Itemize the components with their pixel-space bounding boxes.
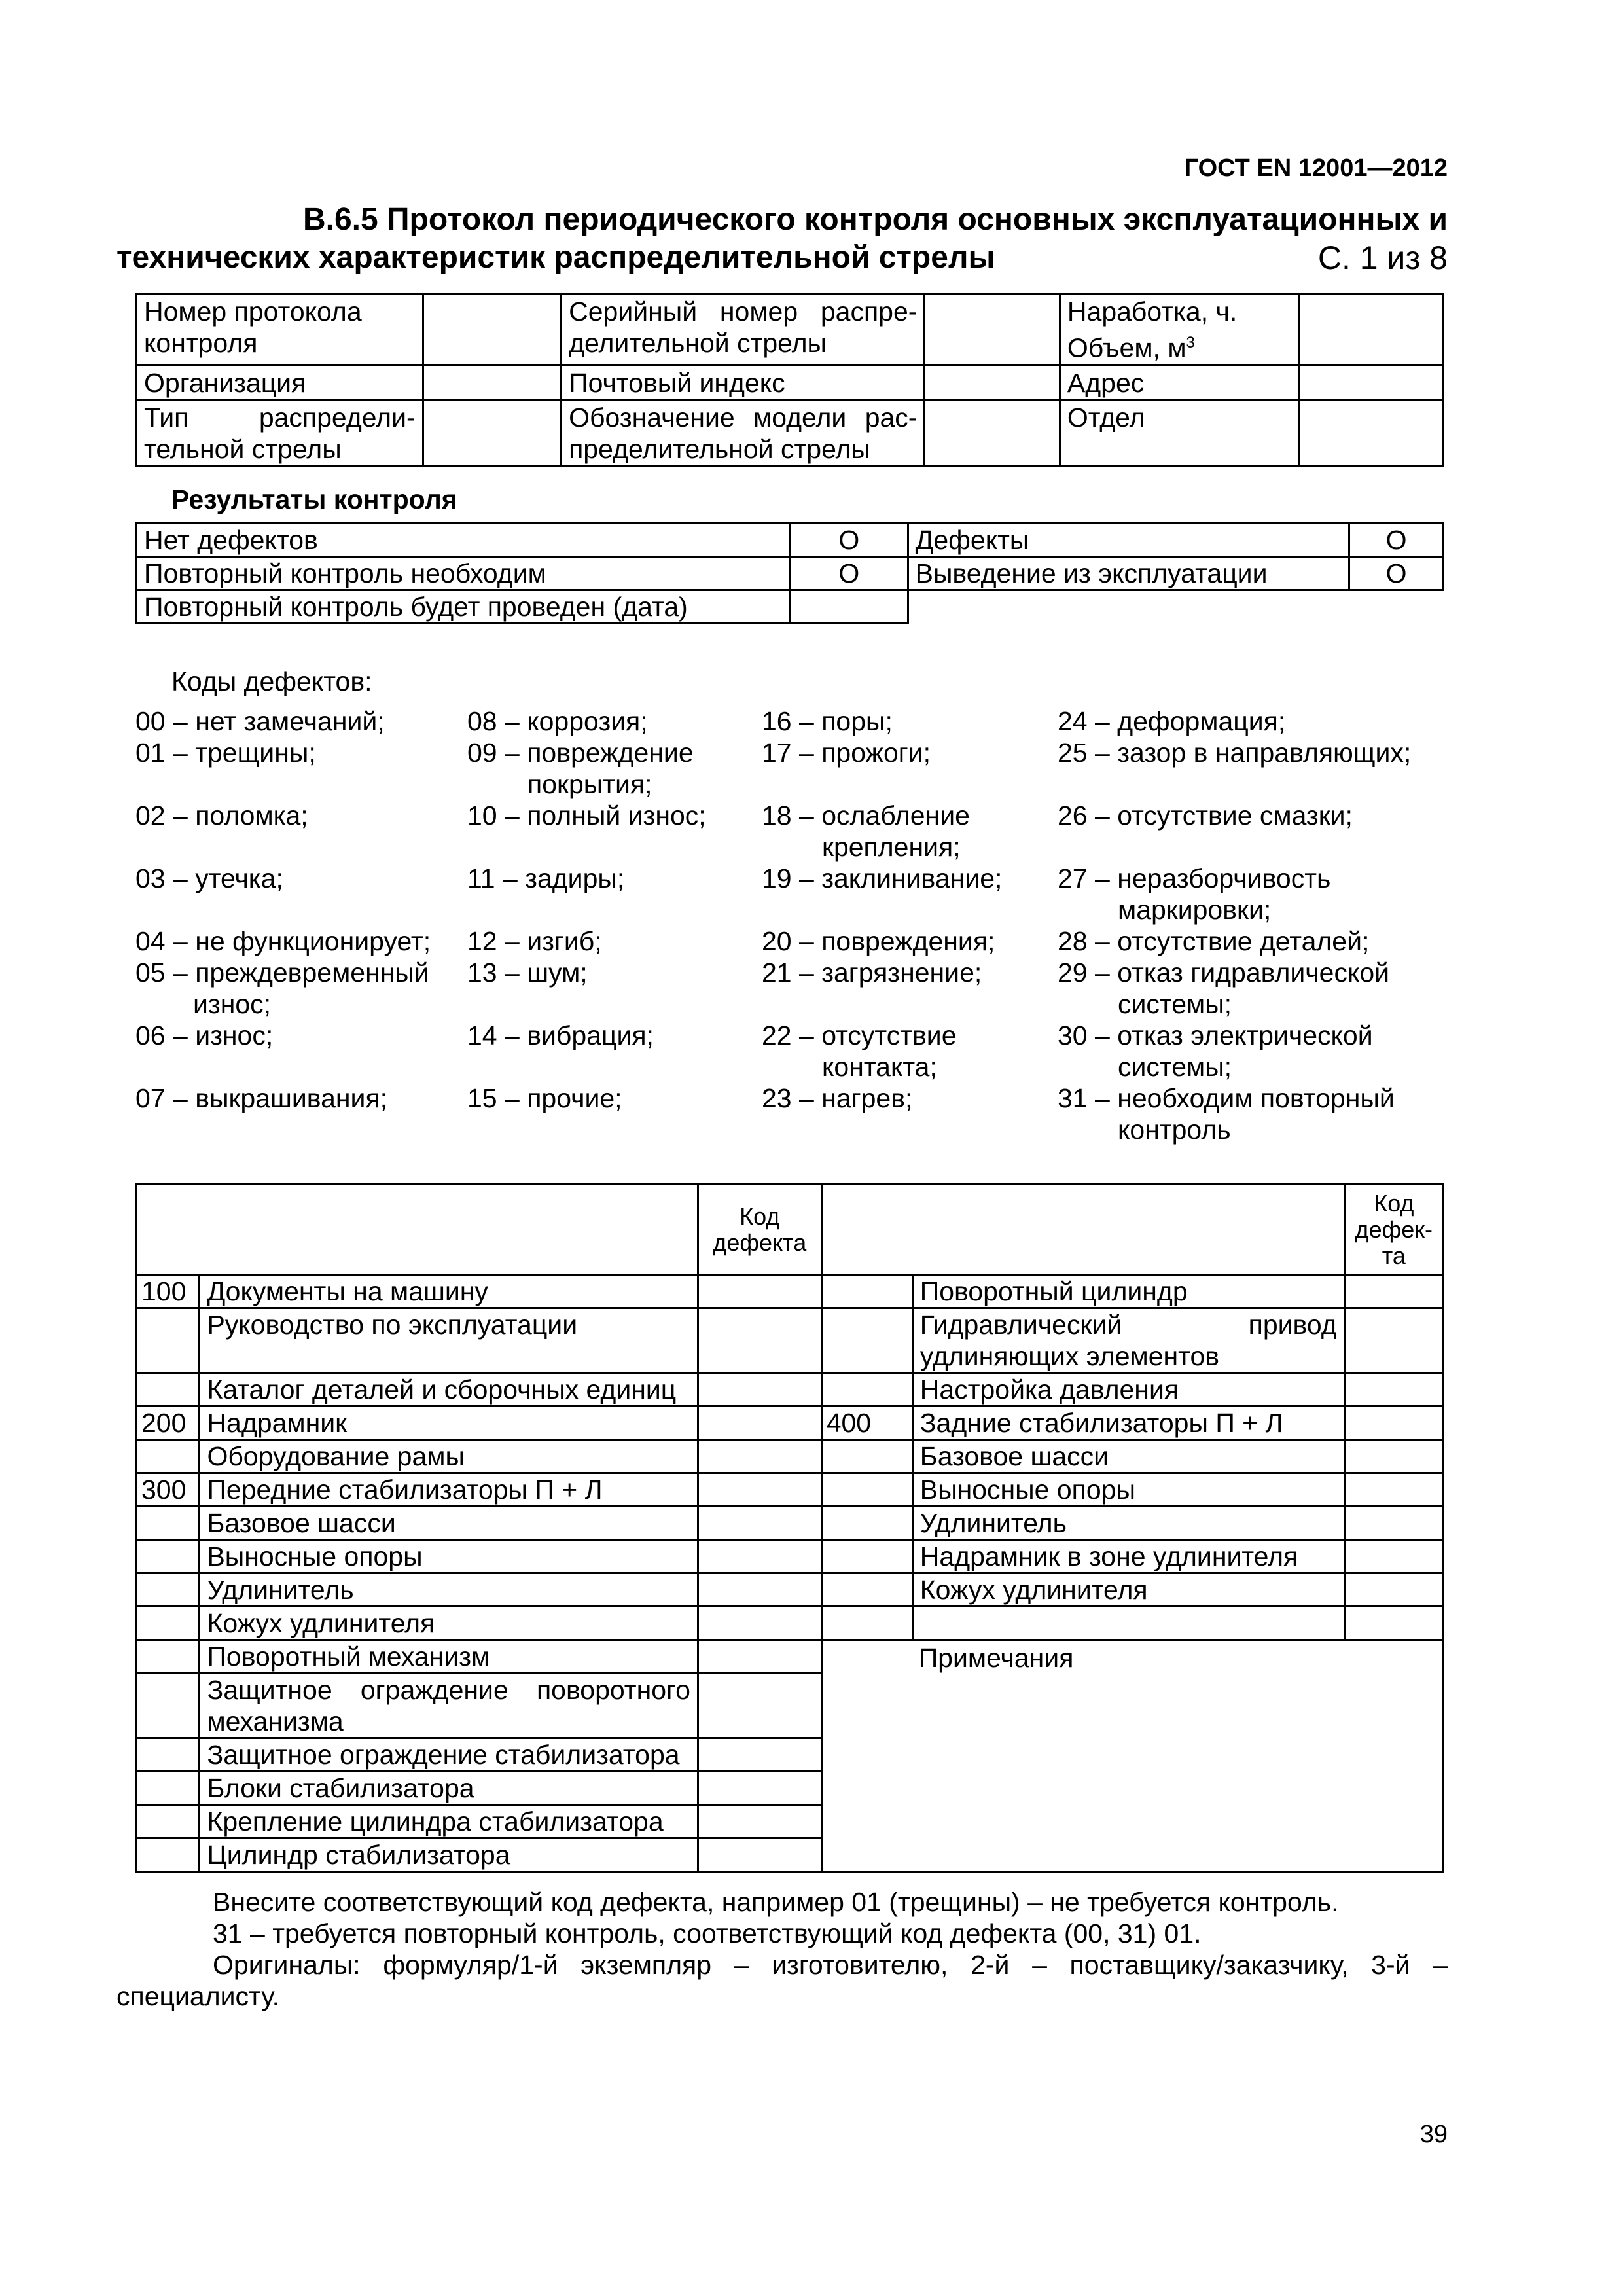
inspection-table [135, 1183, 1444, 1873]
defect-code-item [762, 800, 970, 863]
address-field[interactable] [1299, 365, 1443, 399]
empty-cell [908, 590, 1349, 624]
defect-code-text: 24 – деформация; [1058, 706, 1286, 736]
right-row-number [821, 1373, 912, 1407]
left-row-label: Передние стабилизаторы П + Л [200, 1473, 698, 1507]
model-designation-field[interactable] [925, 399, 1060, 465]
recheck-date-field[interactable] [791, 590, 908, 624]
defect-codes-heading: Коды дефектов: [171, 666, 372, 696]
left-row-number [137, 1607, 200, 1640]
defect-code-item [135, 1083, 387, 1114]
right-defect-code-field[interactable] [1344, 1373, 1443, 1407]
left-row-label: Поворотный механизм [200, 1640, 698, 1674]
right-row-number [821, 1440, 912, 1473]
left-row-label: Цилиндр стабилизатора [200, 1839, 698, 1872]
right-row-number [821, 1473, 912, 1507]
page-of-indicator: С. 1 из 8 [1317, 240, 1448, 276]
serial-number-line1: Серийный номер распре- [569, 296, 918, 327]
defect-code-item [762, 863, 1002, 894]
model-designation-line2: пределительной стрелы [569, 433, 870, 464]
left-row-label: Защитное ограждение поворотного механизма [200, 1674, 698, 1738]
left-defect-code-field[interactable] [698, 1772, 821, 1805]
defect-code-continuation: контроль [1118, 1115, 1231, 1145]
address-label: Адрес [1060, 365, 1299, 399]
footnote-2: 31 – требуется повторный контроль, соответствующий код дефекта (00, 31) 01. [213, 1918, 1202, 1948]
results-table [135, 522, 1444, 624]
left-defect-code-field[interactable] [698, 1473, 821, 1507]
defect-code-text: 26 – отсутствие смазки; [1058, 800, 1353, 831]
defect-code-text: 19 – заклинивание; [762, 863, 1003, 893]
serial-number-label [562, 294, 925, 365]
right-row-label: Базовое шасси [912, 1440, 1344, 1473]
protocol-number-line2: контроля [144, 328, 258, 358]
right-defect-code-field[interactable] [1344, 1308, 1443, 1373]
left-row-number: 200 [137, 1407, 200, 1440]
defect-code-continuation: износ; [193, 989, 272, 1019]
defect-code-text: 27 – неразборчивость [1058, 863, 1331, 893]
boom-type-line1 [144, 402, 416, 433]
left-row-number [137, 1772, 200, 1805]
right-row-number [821, 1573, 912, 1607]
department-field[interactable] [1299, 399, 1443, 465]
left-defect-code-field[interactable] [698, 1640, 821, 1674]
protocol-number-line1: Номер протокола [144, 296, 362, 327]
left-defect-code-field[interactable] [698, 1540, 821, 1573]
no-defects-label: Нет дефектов [137, 524, 791, 557]
defect-code-text: 20 – повреждения; [762, 926, 995, 956]
notes-field[interactable] [821, 1640, 1443, 1872]
defect-code-continuation: покрытия; [527, 769, 652, 799]
results-heading: Результаты контроля [171, 484, 457, 514]
page-number: 39 [1419, 2121, 1448, 2148]
defect-code-text: 01 – трещины; [135, 738, 316, 768]
operating-hours-label: Наработка, ч. [1067, 296, 1238, 327]
defect-code-text: 25 – зазор в направляющих; [1058, 738, 1412, 768]
no-defects-checkbox[interactable]: O [791, 524, 908, 557]
recheck-needed-label: Повторный контроль необходим [137, 557, 791, 590]
defect-code-item [467, 800, 706, 831]
defect-code-text: 06 – износ; [135, 1020, 274, 1050]
left-row-number [137, 1805, 200, 1839]
left-row-number [137, 1308, 200, 1373]
serial-number-field[interactable] [925, 294, 1060, 365]
right-row-number: 400 [821, 1407, 912, 1440]
decommission-checkbox[interactable]: O [1349, 557, 1444, 590]
left-row-number [137, 1507, 200, 1540]
defect-code-item [135, 863, 283, 894]
left-defect-code-field[interactable] [698, 1607, 821, 1640]
right-row-number [821, 1275, 912, 1308]
defect-code-item [762, 706, 893, 737]
left-row-label: Крепление цилиндра стабилизатора [200, 1805, 698, 1839]
left-row-label: Удлинитель [200, 1573, 698, 1607]
code-header-line: Код [1374, 1189, 1414, 1217]
right-defect-code-field[interactable] [1344, 1275, 1443, 1308]
defect-code-text: 12 – изгиб; [467, 926, 602, 956]
defect-code-item [762, 737, 931, 768]
defect-code-text: 09 – повреждение [467, 738, 694, 768]
defect-code-text: 18 – ослабление [762, 800, 970, 831]
title-line-1: В.6.5 Протокол периодического контроля основных эксплуатационных и [302, 202, 1448, 237]
defect-code-item [467, 925, 602, 957]
defect-code-text: 30 – отказ электрической [1058, 1020, 1373, 1050]
defect-code-text: 04 – не функционирует; [135, 926, 431, 956]
right-defect-code-field[interactable] [1344, 1540, 1443, 1573]
left-defect-code-field[interactable] [698, 1507, 821, 1540]
right-row-label: Настройка давления [912, 1373, 1344, 1407]
defect-code-item [762, 925, 995, 957]
footnote-1: Внесите соответствующий код дефекта, например 01 (трещины) – не требуется контроль. [213, 1887, 1339, 1917]
right-defect-code-field[interactable] [1344, 1473, 1443, 1507]
left-row-label: Базовое шасси [200, 1507, 698, 1540]
defect-code-item [467, 1083, 622, 1114]
defect-code-text: 14 – вибрация; [467, 1020, 654, 1050]
defect-code-text: 10 – полный износ; [467, 800, 706, 831]
left-row-label: Руководство по эксплуатации [200, 1308, 698, 1373]
left-row-label: Оборудование рамы [200, 1440, 698, 1473]
model-designation-line1: Обозначение модели рас- [569, 402, 918, 433]
boom-type-word2: распредели- [259, 402, 416, 433]
right-row-label: Надрамник в зоне удлинителя [912, 1540, 1344, 1573]
defect-code-item [1058, 957, 1389, 1020]
empty-cell [1349, 590, 1444, 624]
volume-text: Объем, м [1067, 332, 1186, 363]
boom-type-field[interactable] [423, 399, 561, 465]
right-row-number [821, 1507, 912, 1540]
code-header-line: дефекта [713, 1229, 807, 1256]
left-row-number [137, 1440, 200, 1473]
right-row-label: Кожух удлинителя [912, 1573, 1344, 1607]
right-defect-code-field[interactable] [1344, 1507, 1443, 1540]
defect-code-item [1058, 1020, 1373, 1083]
recheck-date-label: Повторный контроль будет проведен (дата) [137, 590, 791, 624]
left-row-number [137, 1674, 200, 1738]
left-row-number [137, 1373, 200, 1407]
recheck-needed-checkbox[interactable]: O [791, 557, 908, 590]
footnote-3: Оригиналы: формуляр/1-й экземпляр – изготовителю, 2-й – поставщику/заказчику, 3-й – специалисту. [116, 1950, 1448, 2011]
defect-code-item [1058, 925, 1369, 957]
title-line-2: технических характеристик распределительной стрелы [116, 240, 995, 275]
defect-code-text: 13 – шум; [467, 958, 588, 988]
defect-code-continuation: крепления; [822, 832, 961, 862]
defect-code-item [1058, 1083, 1395, 1145]
organization-label: Организация [137, 365, 423, 399]
left-row-number: 100 [137, 1275, 200, 1308]
defect-code-item [467, 957, 588, 988]
defect-code-continuation: системы; [1118, 989, 1232, 1019]
defect-code-text: 05 – преждевременный [135, 958, 429, 988]
left-code-header [698, 1185, 821, 1275]
organization-field[interactable] [423, 365, 561, 399]
left-row-number [137, 1738, 200, 1772]
code-header-line: та [1382, 1242, 1406, 1269]
serial-number-line2: делительной стрелы [569, 328, 827, 358]
left-defect-code-field[interactable] [698, 1674, 821, 1738]
defect-code-text: 31 – необходим повторный [1058, 1083, 1395, 1113]
defect-code-item [467, 1020, 654, 1051]
defect-code-item [135, 706, 385, 737]
left-row-number [137, 1839, 200, 1872]
left-row-label: Кожух удлинителя [200, 1607, 698, 1640]
defect-code-item [135, 800, 308, 831]
footnotes [116, 1886, 1448, 2012]
left-defect-code-field[interactable] [698, 1440, 821, 1473]
defect-code-item [762, 957, 982, 988]
defect-code-text: 23 – нагрев; [762, 1083, 913, 1113]
postal-code-label: Почтовый индекс [562, 365, 925, 399]
defect-code-text: 22 – отсутствие [762, 1020, 957, 1050]
defect-code-item [1058, 706, 1285, 737]
postal-code-field[interactable] [925, 365, 1060, 399]
right-defect-code-field[interactable] [1344, 1607, 1443, 1640]
defect-code-text: 17 – прожоги; [762, 738, 931, 768]
defect-code-item [1058, 737, 1411, 768]
right-defect-code-field[interactable] [1344, 1440, 1443, 1473]
boom-type-line2: тельной стрелы [144, 433, 342, 464]
defects-label: Дефекты [908, 524, 1349, 557]
left-defect-code-field[interactable] [698, 1275, 821, 1308]
left-defect-code-field[interactable] [698, 1738, 821, 1772]
protocol-number-label [137, 294, 423, 365]
notes-label: Примечания [918, 1643, 1074, 1673]
defect-code-text: 00 – нет замечаний; [135, 706, 385, 736]
left-row-label: Выносные опоры [200, 1540, 698, 1573]
defect-code-item [762, 1083, 912, 1114]
defect-code-continuation: контакта; [822, 1052, 937, 1082]
defect-code-item [1058, 800, 1353, 831]
defect-code-text: 07 – выкрашивания; [135, 1083, 388, 1113]
right-header-blank [821, 1185, 1344, 1275]
right-code-header [1344, 1185, 1443, 1275]
right-row-label [912, 1607, 1344, 1640]
defect-code-text: 29 – отказ гидравлической [1058, 958, 1390, 988]
form-title [116, 201, 1448, 277]
department-label: Отдел [1060, 399, 1299, 465]
protocol-number-field[interactable] [423, 294, 561, 365]
defect-code-item [135, 1020, 273, 1051]
defect-code-item [135, 737, 316, 768]
defect-code-item [1058, 863, 1330, 925]
left-defect-code-field[interactable] [698, 1573, 821, 1607]
left-defect-code-field[interactable] [698, 1839, 821, 1872]
right-defect-code-field[interactable] [1344, 1407, 1443, 1440]
operating-volume-label [1060, 294, 1299, 365]
defect-code-text: 16 – поры; [762, 706, 893, 736]
code-header-line: дефек- [1355, 1215, 1433, 1243]
right-row-number [821, 1308, 912, 1373]
decommission-label: Выведение из эксплуатации [908, 557, 1349, 590]
right-row-number [821, 1607, 912, 1640]
left-defect-code-field[interactable] [698, 1805, 821, 1839]
left-row-label: Каталог деталей и сборочных единиц [200, 1373, 698, 1407]
right-defect-code-field[interactable] [1344, 1573, 1443, 1607]
left-row-label: Документы на машину [200, 1275, 698, 1308]
volume-label [1067, 327, 1292, 364]
left-row-label: Защитное ограждение стабилизатора [200, 1738, 698, 1772]
left-header-blank [137, 1185, 698, 1275]
left-row-label: Надрамник [200, 1407, 698, 1440]
defect-code-item [762, 1020, 957, 1083]
right-row-label: Поворотный цилиндр [912, 1275, 1344, 1308]
defect-code-text: 08 – коррозия; [467, 706, 648, 736]
right-row-number [821, 1540, 912, 1573]
right-row-label: Выносные опоры [912, 1473, 1344, 1507]
defect-code-text: 11 – задиры; [467, 863, 625, 893]
right-row-label: Гидравлический привод удлиняющих элементов [912, 1308, 1344, 1373]
left-row-number [137, 1540, 200, 1573]
right-row-label: Удлинитель [912, 1507, 1344, 1540]
left-row-label: Блоки стабилизатора [200, 1772, 698, 1805]
defect-code-item [467, 737, 694, 800]
protocol-info-table [135, 293, 1444, 467]
left-row-number [137, 1573, 200, 1607]
defect-code-item [467, 706, 648, 737]
defect-code-continuation: маркировки; [1118, 895, 1272, 925]
defect-code-item [467, 863, 624, 894]
defect-code-item [135, 925, 431, 957]
right-row-label: Задние стабилизаторы П + Л [912, 1407, 1344, 1440]
left-row-number [137, 1640, 200, 1674]
defects-checkbox[interactable]: O [1349, 524, 1444, 557]
standard-designation: ГОСТ EN 12001—2012 [1184, 154, 1448, 182]
defect-code-text: 28 – отсутствие деталей; [1058, 926, 1370, 956]
model-designation-label [562, 399, 925, 465]
defect-code-text: 21 – загрязнение; [762, 958, 982, 988]
defect-code-text: 02 – поломка; [135, 800, 308, 831]
left-defect-code-field[interactable] [698, 1308, 821, 1373]
boom-type-label [137, 399, 423, 465]
defect-code-continuation: системы; [1118, 1052, 1232, 1082]
boom-type-word1: Тип [144, 402, 189, 433]
defect-code-text: 03 – утечка; [135, 863, 283, 893]
defect-code-text: 15 – прочие; [467, 1083, 622, 1113]
left-defect-code-field[interactable] [698, 1407, 821, 1440]
left-row-number: 300 [137, 1473, 200, 1507]
volume-superscript: 3 [1186, 334, 1195, 351]
operating-volume-field[interactable] [1299, 294, 1443, 365]
left-defect-code-field[interactable] [698, 1373, 821, 1407]
defect-code-item [135, 957, 429, 1020]
code-header-line: Код [740, 1202, 780, 1230]
